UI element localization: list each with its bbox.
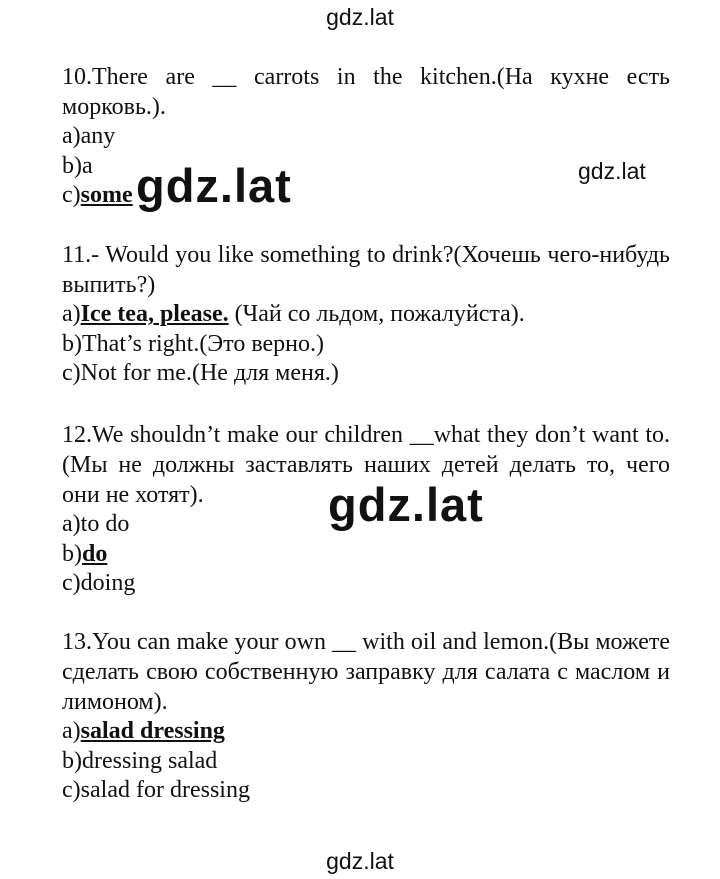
correct-answer: some: [80, 182, 133, 208]
question-text: 12.We shouldn’t make our children __what they don’t want to.(Мы не должны заставлять наших детей делать то, чего они не хотят).: [62, 422, 670, 508]
watermark-bottom: gdz.lat: [326, 848, 394, 874]
question-text: 13.You can make your own __ with oil and lemon.(Вы можете сделать свою собственную заправку для салата с маслом и лимоном).: [62, 629, 670, 715]
question-11: [62, 240, 670, 389]
question-text: 10.There are __ carrots in the kitchen.(На кухне есть морковь.).: [62, 64, 670, 120]
option-a: a)salad dressing: [62, 718, 225, 744]
option-c: c)salad for dressing: [62, 777, 250, 803]
question-text: 11.- Would you like something to drink?(Хочешь чего-нибудь выпить?): [62, 242, 670, 298]
watermark-right: gdz.lat: [578, 158, 646, 184]
correct-answer: Ice tea, please.: [80, 301, 229, 327]
question-13: [62, 627, 670, 806]
option-c: c)Not for me.(Не для меня.): [62, 360, 339, 386]
option-a: a)any: [62, 123, 116, 149]
correct-answer: salad dressing: [80, 718, 225, 744]
watermark-top: gdz.lat: [326, 4, 394, 30]
option-b: b)dressing salad: [62, 747, 218, 774]
correct-answer: do: [82, 540, 108, 567]
option-a: a)to do: [62, 511, 130, 537]
option-c: c)doing: [62, 570, 136, 596]
option-b: b)do: [62, 540, 108, 567]
option-b: b)a: [62, 152, 93, 179]
option-a: a)Ice tea, please. (Чай со льдом, пожалуйста).: [62, 301, 525, 327]
watermark-large-1: gdz.lat: [136, 159, 292, 212]
watermark-large-2: gdz.lat: [328, 478, 484, 531]
option-b: b)That’s right.(Это верно.): [62, 330, 325, 357]
option-c: c)some: [62, 182, 133, 208]
